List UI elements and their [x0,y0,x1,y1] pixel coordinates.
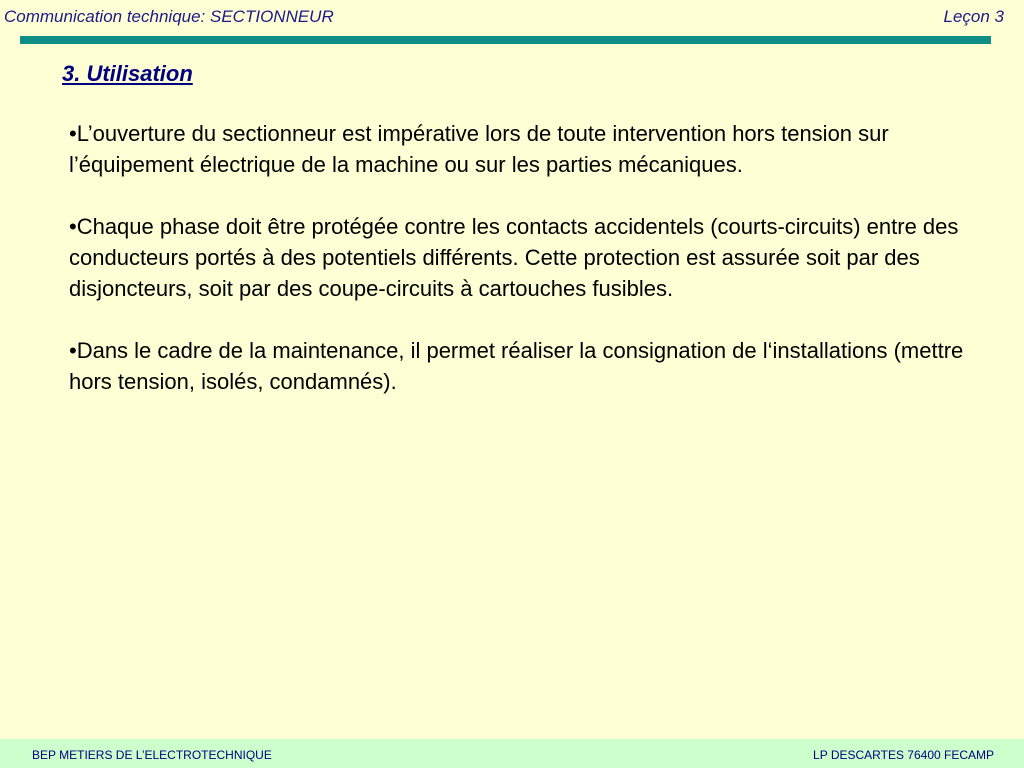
footer-left-text: BEP METIERS DE L’ELECTROTECHNIQUE [32,748,272,762]
paragraph-maintenance: •Dans le cadre de la maintenance, il permet réaliser la consignation de l‘installations (mettre hors tension, isolés, condamnés). [69,338,964,394]
header-divider [20,36,991,44]
footer-right-text: LP DESCARTES 76400 FECAMP [813,748,994,762]
section-heading: 3. Utilisation [62,61,193,86]
paragraph-opening-sectionneur: •L’ouverture du sectionneur est impérative lors de toute intervention hors tension sur l’équipement électrique de la machine ou sur les parties mécaniques. [69,121,889,177]
slide-header [0,0,1024,48]
header-lesson: Leçon 3 [943,7,1004,26]
footer-bar [0,739,1024,768]
paragraph-phase-protection: •Chaque phase doit être protégée contre les contacts accidentels (courts-circuits) entre des conducteurs portés à des potentiels différents. Cette protection est assurée soit par des disjoncteurs, soit par des coupe-circuits à cartouches fusibles. [69,214,959,301]
content-body [69,118,999,428]
header-title: Communication technique: SECTIONNEUR [4,7,334,26]
